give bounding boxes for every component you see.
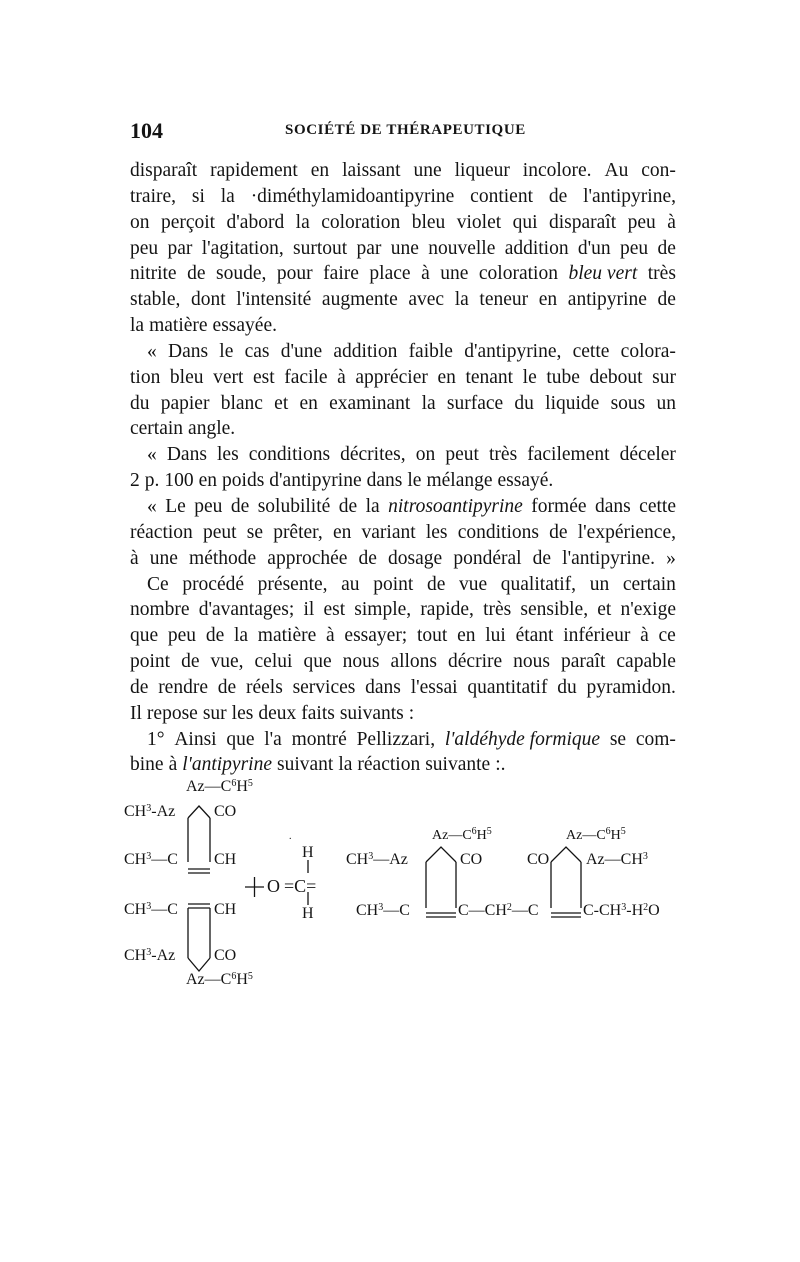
word: de: [217, 676, 237, 698]
word: contient: [470, 185, 533, 207]
bond-bottom-ring-valley: [188, 958, 210, 971]
word: Dans: [167, 340, 209, 362]
word: du: [557, 676, 577, 698]
word: «: [147, 495, 157, 517]
italic-word: l'aldéhyde formique: [444, 728, 601, 750]
word: très: [489, 444, 518, 466]
word: formée: [531, 495, 587, 517]
word: Le: [165, 495, 186, 517]
word: de: [130, 676, 149, 698]
word: de: [230, 495, 250, 517]
chem-left-top-az: $Az—C^6H^5$: [186, 778, 253, 795]
word: dosage: [388, 547, 443, 569]
word: »: [666, 547, 676, 569]
word: peu: [627, 211, 656, 233]
word: tion: [130, 366, 161, 388]
word: étant: [515, 625, 554, 647]
word: matière: [149, 315, 208, 337]
chem-left-ch3-c-1: $CH^3—C$: [124, 851, 178, 868]
word: les: [217, 444, 239, 466]
word: surface: [446, 392, 504, 414]
word: lui: [485, 625, 506, 647]
word: qualitatif,: [500, 573, 577, 595]
chem-right-co-a: CO: [460, 851, 483, 868]
word: dans: [366, 470, 403, 492]
word: surtout: [293, 237, 348, 259]
word: sensible,: [520, 599, 589, 621]
word: 2: [130, 470, 140, 492]
running-head: SOCIÉTÉ DE THÉRAPEUTIQUE: [285, 122, 526, 138]
word: essayer;: [344, 625, 408, 647]
word: solubilité: [257, 495, 331, 517]
word: tube: [546, 366, 580, 388]
word: capable: [616, 651, 676, 673]
word: conditions: [248, 444, 331, 466]
word: la: [421, 392, 436, 414]
word: rapide,: [420, 599, 474, 621]
word: pour: [276, 263, 313, 285]
word: liqueur: [454, 160, 510, 181]
word: à: [168, 754, 178, 776]
chem-formaldehyde-h-top: H: [302, 844, 314, 861]
word: de: [358, 547, 377, 569]
word: addition: [504, 237, 569, 259]
bond-r1-peak: [426, 847, 456, 862]
italic-word: l'antipyrine: [182, 754, 272, 776]
word: de: [187, 263, 206, 285]
word: nous: [513, 651, 550, 673]
word: teneur: [479, 289, 529, 311]
word: d'avantages;: [198, 599, 295, 621]
word: en: [299, 392, 318, 414]
word: addition: [333, 340, 398, 362]
word: très: [647, 263, 676, 285]
word: deux: [258, 702, 297, 724]
word: n'exige: [620, 599, 676, 621]
word: cette: [572, 340, 610, 362]
word: sur: [202, 702, 227, 724]
word: de: [426, 573, 446, 595]
chem-left-ch-2: CH: [214, 901, 237, 918]
word: 100: [164, 470, 194, 492]
word: p.: [144, 470, 160, 492]
word: facile: [284, 366, 328, 388]
word: faible: [408, 340, 453, 362]
word: du: [514, 392, 534, 414]
word: la: [454, 289, 469, 311]
word: en: [310, 160, 330, 181]
word: «: [147, 340, 157, 362]
word: paraît: [561, 651, 606, 673]
word: réaction: [130, 521, 193, 543]
chem-left-bottom-az: $Az—C^6H^5$: [186, 971, 253, 988]
word: se: [609, 728, 627, 750]
word: tout: [416, 625, 448, 647]
word: colora-: [620, 340, 676, 362]
word: approchée: [267, 547, 348, 569]
word: augmente: [321, 289, 398, 311]
word: la: [233, 625, 249, 647]
word: une: [413, 160, 442, 181]
word: méthode: [189, 547, 257, 569]
word: le: [522, 366, 537, 388]
word: peu: [194, 495, 223, 517]
bond-top-ring-peak: [188, 806, 210, 818]
word: repose: [146, 702, 198, 724]
word: d'une: [280, 340, 323, 362]
word: au: [341, 573, 360, 595]
word: traire,: [130, 185, 177, 207]
word: la: [220, 185, 235, 207]
word: peu: [130, 237, 159, 259]
word: d'antipyrine,: [464, 340, 562, 362]
word: l'antipyrine.: [562, 547, 656, 569]
word: 1°: [147, 728, 165, 750]
word: décrire: [448, 651, 503, 673]
word: à: [421, 263, 430, 285]
word: antipyrine: [567, 289, 647, 311]
word: qui: [512, 211, 538, 233]
word: les: [231, 702, 254, 724]
word: papier: [160, 392, 210, 414]
word: du: [130, 392, 150, 414]
word: que: [226, 728, 255, 750]
word: stable,: [130, 289, 181, 311]
word: et: [597, 599, 612, 621]
word: allons: [390, 651, 438, 673]
word: de: [549, 521, 568, 543]
word: cette: [639, 495, 676, 517]
word: vue: [458, 573, 488, 595]
word: sur: [652, 366, 676, 388]
word: vert: [213, 366, 244, 388]
word: un: [656, 392, 676, 414]
chem-left-ch-1: CH: [214, 851, 237, 868]
word: place: [369, 263, 411, 285]
word: décrites,: [340, 444, 406, 466]
word: l'expérience,: [577, 521, 676, 543]
word: l'agitation,: [201, 237, 284, 259]
word: Ce: [147, 573, 169, 595]
chem-left-co-1: CO: [214, 803, 237, 820]
word: se: [246, 521, 263, 543]
word: violet: [456, 211, 502, 233]
word: coloration: [321, 211, 401, 233]
word: à: [337, 366, 346, 388]
word: debout: [589, 366, 643, 388]
word: Au: [604, 160, 629, 181]
word: apprécier: [355, 366, 428, 388]
word: le: [219, 340, 234, 362]
word: par: [167, 237, 193, 259]
word: à: [326, 625, 335, 647]
word: la: [338, 754, 353, 776]
italic-word: bleu vert: [568, 263, 638, 285]
word: dans: [365, 676, 401, 698]
word: peut: [445, 444, 479, 466]
word: l'essai: [410, 676, 458, 698]
word: à: [130, 547, 139, 569]
word: :.: [495, 754, 506, 776]
word: ce: [658, 625, 676, 647]
word: nouvelle: [428, 237, 496, 259]
word: point: [130, 651, 171, 673]
word: Ainsi: [174, 728, 217, 750]
italic-word: nitrosoantipyrine: [388, 495, 523, 517]
word: Pellizzari,: [356, 728, 436, 750]
word: la: [365, 495, 380, 517]
word: en: [198, 470, 218, 492]
word: est: [252, 366, 275, 388]
word: certain: [622, 573, 676, 595]
word: est: [323, 599, 346, 621]
chem-right-az-2: $Az—C^6H^5$: [566, 826, 626, 843]
word: coloration: [478, 263, 558, 285]
word: le: [407, 470, 422, 492]
word: celui: [254, 651, 293, 673]
word: peut: [202, 521, 237, 543]
word: simple,: [354, 599, 412, 621]
word: vue,: [210, 651, 244, 673]
chem-left-ch3-az-1: $CH^3-Az$: [124, 803, 176, 820]
word: «: [147, 444, 157, 466]
word: mélange: [426, 470, 493, 492]
word: et: [274, 392, 289, 414]
word: con-: [641, 160, 676, 181]
chem-right-co-b: CO: [527, 851, 550, 868]
word: com-: [635, 728, 676, 750]
word: nitrite: [130, 263, 177, 285]
word: suivants: [339, 702, 404, 724]
word: nous: [342, 651, 380, 673]
word: un: [589, 573, 610, 595]
word: d'un: [577, 237, 611, 259]
word: variant: [361, 521, 416, 543]
word: de: [657, 237, 676, 259]
chem-right-end: $C-CH^3-H^2O$: [583, 902, 660, 919]
chem-left-ch3-az-2: $CH^3-Az$: [124, 947, 176, 964]
word: de: [205, 625, 225, 647]
word: poids: [222, 470, 265, 492]
word: par: [356, 237, 382, 259]
word: que: [303, 651, 332, 673]
word: faire: [323, 263, 359, 285]
word: examinant: [329, 392, 411, 414]
word: que: [130, 625, 159, 647]
chem-left-co-2: CO: [214, 947, 237, 964]
word: on: [415, 444, 436, 466]
word: l'intensité: [236, 289, 312, 311]
word: rendre: [158, 676, 208, 698]
word: il: [303, 599, 315, 621]
word: d'antipyrine: [269, 470, 362, 492]
word: présente,: [257, 573, 328, 595]
word: laissant: [342, 160, 401, 181]
word: Dans: [166, 444, 207, 466]
chem-dot: .: [289, 831, 292, 842]
word: disparaît: [549, 211, 617, 233]
word: de: [548, 185, 568, 207]
chem-right-mid: $C—CH^2—C$: [458, 902, 539, 919]
word: bleu: [411, 211, 446, 233]
word: suivant: [276, 754, 334, 776]
word: ·diméthylamidoantipyrine: [250, 185, 455, 207]
word: d'abord: [226, 211, 285, 233]
word: peu: [167, 625, 197, 647]
word: services: [292, 676, 356, 698]
word: en: [538, 289, 558, 311]
chem-formaldehyde-h-bottom: H: [302, 905, 314, 922]
word: cas: [244, 340, 270, 362]
chem-formaldehyde-eq-c: =C=: [284, 876, 317, 896]
word: liquide: [545, 392, 600, 414]
word: inférieur: [563, 625, 631, 647]
word: pyramidon.: [586, 676, 676, 698]
chem-right-az-1: $Az—C^6H^5$: [432, 826, 492, 843]
chem-left-ch3-c-2: $CH^3—C$: [124, 901, 178, 918]
word: très: [483, 599, 512, 621]
word: réels: [245, 676, 283, 698]
word: si: [191, 185, 205, 207]
word: point: [373, 573, 414, 595]
word: blanc: [220, 392, 263, 414]
word: de: [657, 289, 676, 311]
word: à: [667, 211, 676, 233]
word: dans: [594, 495, 631, 517]
word: procédé: [182, 573, 245, 595]
word: la: [130, 315, 145, 337]
word: facilement: [527, 444, 610, 466]
word: faits: [301, 702, 335, 724]
word: matière: [257, 625, 317, 647]
word: l'a: [264, 728, 282, 750]
word: essayée.: [212, 315, 277, 337]
word: déceler: [619, 444, 676, 466]
word: en: [332, 521, 352, 543]
word: peu: [620, 237, 649, 259]
word: Il: [130, 702, 142, 724]
word: l'antipyrine,: [583, 185, 676, 207]
bond-r2-peak: [551, 847, 581, 862]
chem-formaldehyde-o: O: [267, 876, 280, 896]
word: en: [437, 366, 456, 388]
word: de: [532, 547, 552, 569]
word: de: [181, 651, 200, 673]
word: prêter,: [273, 521, 323, 543]
word: nombre: [130, 599, 190, 621]
word: bine: [130, 754, 164, 776]
word: conditions: [457, 521, 539, 543]
word: pondéral: [453, 547, 522, 569]
word: avec: [408, 289, 445, 311]
word: soude,: [216, 263, 267, 285]
word: les: [425, 521, 448, 543]
chem-right-ch3-az: $CH^3—Az$: [346, 851, 408, 868]
word: essayé.: [497, 470, 554, 492]
word: incolore.: [522, 160, 592, 181]
word: la: [295, 211, 310, 233]
word: dont: [190, 289, 226, 311]
word: en: [457, 625, 476, 647]
word: perçoit: [160, 211, 216, 233]
word: une: [149, 547, 178, 569]
word: une: [390, 237, 419, 259]
word: on: [130, 211, 150, 233]
word: angle.: [188, 418, 236, 440]
word: :: [408, 702, 415, 724]
word: quantitatif: [467, 676, 548, 698]
word: de: [338, 495, 358, 517]
word: suivante: [425, 754, 491, 776]
word: certain: [130, 418, 184, 440]
page-number: 104: [130, 118, 163, 143]
chem-right-ch3-c: $CH^3—C$: [356, 902, 410, 919]
word: réaction: [357, 754, 421, 776]
word: tenant: [465, 366, 514, 388]
word: à: [640, 625, 649, 647]
word: bleu: [169, 366, 204, 388]
chem-right-az-ch3: $Az—CH^3$: [586, 851, 648, 868]
word: rapidement: [210, 160, 298, 181]
word: montré: [291, 728, 347, 750]
word: disparaît: [130, 160, 198, 181]
word: sous: [610, 392, 646, 414]
word: une: [440, 263, 469, 285]
